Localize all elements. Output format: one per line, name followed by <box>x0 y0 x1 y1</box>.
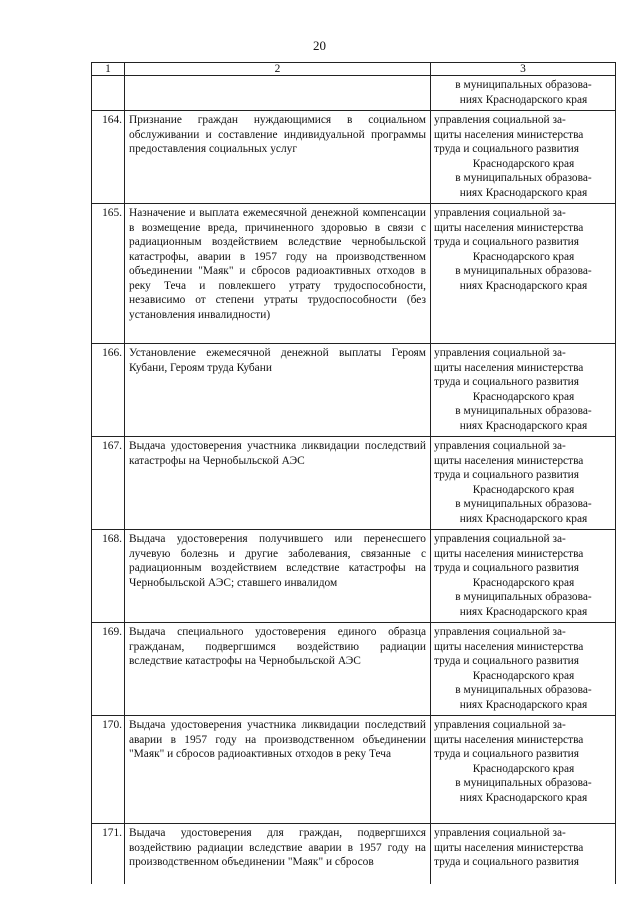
org-line: щиты населения министерства <box>434 733 584 746</box>
org-line: в муниципальных образова- <box>455 591 592 603</box>
org-line: управления социальной за- <box>434 719 566 731</box>
row-number: 165. <box>92 204 125 344</box>
continuation-row <box>92 76 616 111</box>
org-line: ниях Краснодарского края <box>459 605 588 618</box>
responsible-organization <box>431 111 616 204</box>
continuation-service-cell <box>125 76 431 111</box>
org-line: труда и социального развития <box>434 236 580 248</box>
org-line: щиты населения министерства <box>434 221 584 234</box>
responsible-organization <box>431 623 616 716</box>
org-line: в муниципальных образова- <box>455 265 592 277</box>
org-line: труда и социального развития <box>434 655 580 667</box>
table-row <box>92 437 616 530</box>
page-number: 20 <box>313 38 326 53</box>
table-row <box>92 204 616 344</box>
org-line: щиты населения министерства <box>434 547 584 560</box>
header-row <box>92 63 616 76</box>
table-row <box>92 111 616 204</box>
org-line: в муниципальных образова- <box>455 498 592 510</box>
org-line: Краснодарского края <box>472 250 575 263</box>
continuation-num-cell <box>92 76 125 111</box>
org-line: ниях Краснодарского края <box>459 419 588 432</box>
org-line: в муниципальных образова- <box>455 79 592 91</box>
table-row <box>92 824 616 884</box>
table-row <box>92 530 616 623</box>
org-line: Краснодарского края <box>472 157 575 170</box>
table-row <box>92 716 616 824</box>
org-line: управления социальной за- <box>434 114 566 126</box>
org-line: управления социальной за- <box>434 347 566 359</box>
org-line: Краснодарского края <box>472 483 575 496</box>
org-line: управления социальной за- <box>434 207 566 219</box>
org-line: ниях Краснодарского края <box>459 791 588 804</box>
service-name: Признание граждан нуждающимися в социальном обслуживании и составление индивидуальной программы предоставления социальных услуг <box>125 111 431 204</box>
service-name: Выдача специального удостоверения единого образца гражданам, подвергшимся воздействию радиации вследствие катастрофы на Чернобыльской АЭС <box>125 623 431 716</box>
org-line: ниях Краснодарского края <box>459 186 588 199</box>
responsible-organization <box>431 716 616 824</box>
responsible-organization <box>431 437 616 530</box>
org-line: ниях Краснодарского края <box>459 512 588 525</box>
org-line: щиты населения министерства <box>434 640 584 653</box>
org-line: ниях Краснодарского края <box>459 279 588 292</box>
org-line: управления социальной за- <box>434 626 566 638</box>
row-number: 169. <box>92 623 125 716</box>
row-number: 167. <box>92 437 125 530</box>
org-line: Краснодарского края <box>472 762 575 775</box>
row-number: 164. <box>92 111 125 204</box>
org-line: труда и социального развития <box>434 856 580 868</box>
org-line: Краснодарского края <box>472 390 575 403</box>
org-line: в муниципальных образова- <box>455 405 592 417</box>
responsible-organization <box>431 204 616 344</box>
header-col-2: 2 <box>125 63 431 76</box>
table-row <box>92 623 616 716</box>
row-number: 171. <box>92 824 125 884</box>
org-line: ниях Краснодарского края <box>459 698 588 711</box>
service-name: Выдача удостоверения участника ликвидации последствий катастрофы на Чернобыльской АЭС <box>125 437 431 530</box>
row-number: 166. <box>92 344 125 437</box>
org-line: щиты населения министерства <box>434 128 584 141</box>
org-line: Краснодарского края <box>472 576 575 589</box>
org-line: щиты населения министерства <box>434 454 584 467</box>
responsible-organization <box>431 824 616 884</box>
table-row <box>92 344 616 437</box>
org-line: в муниципальных образова- <box>455 684 592 696</box>
org-line: труда и социального развития <box>434 143 580 155</box>
services-table <box>91 62 616 884</box>
org-line: труда и социального развития <box>434 376 580 388</box>
org-line: щиты населения министерства <box>434 841 584 854</box>
responsible-organization <box>431 530 616 623</box>
row-number: 168. <box>92 530 125 623</box>
org-line: управления социальной за- <box>434 827 566 839</box>
row-number: 170. <box>92 716 125 824</box>
service-name: Выдача удостоверения получившего или перенесшего лучевую болезнь и другие заболевания, связанные с радиационным воздействием вследствие катастрофы на Чернобыльской АЭС; ставшего инвалидом <box>125 530 431 623</box>
service-name: Выдача удостоверения для граждан, подвергшихся воздействию радиации вследствие аварии в 1957 году на производственном объединении "Маяк" и сбросов <box>125 824 431 884</box>
org-line: труда и социального развития <box>434 562 580 574</box>
org-line: Краснодарского края <box>472 669 575 682</box>
org-line: в муниципальных образова- <box>455 777 592 789</box>
responsible-organization <box>431 344 616 437</box>
org-line: ниях Краснодарского края <box>459 93 588 106</box>
service-name: Установление ежемесячной денежной выплаты Героям Кубани, Героям труда Кубани <box>125 344 431 437</box>
org-line: управления социальной за- <box>434 440 566 452</box>
org-line: труда и социального развития <box>434 469 580 481</box>
org-line: щиты населения министерства <box>434 361 584 374</box>
service-name: Назначение и выплата ежемесячной денежной компенсации в возмещение вреда, причиненного здоровью в связи с радиационным воздействием вследствие чернобыльской катастрофы, аварии в 1957 году на производственном объединении "Маяк" и сбросов радиоактивных отходов в реку Теча и повлекшего утрату трудоспособности, независимо от степени утраты трудоспособности (без установления инвалидности) <box>125 204 431 344</box>
header-col-3: 3 <box>431 63 616 76</box>
org-line: труда и социального развития <box>434 748 580 760</box>
org-line: управления социальной за- <box>434 533 566 545</box>
org-line: в муниципальных образова- <box>455 172 592 184</box>
header-col-1: 1 <box>92 63 125 76</box>
service-name: Выдача удостоверения участника ликвидации последствий аварии в 1957 году на производственном объединении "Маяк" и сбросов радиоактивных отходов в реку Теча <box>125 716 431 824</box>
continuation-org-cell <box>431 76 616 111</box>
